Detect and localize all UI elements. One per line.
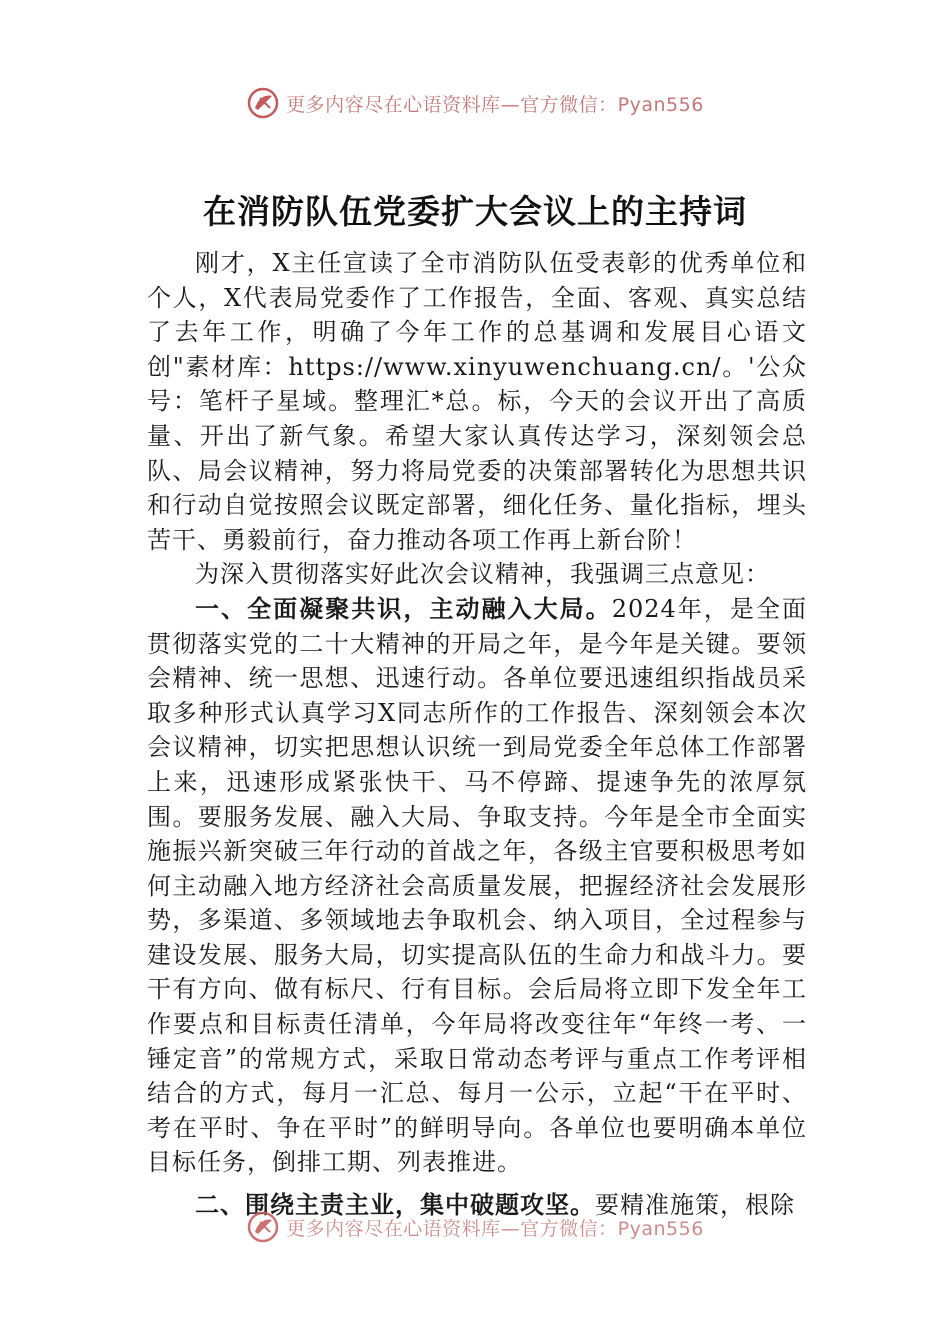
- paragraph-text: 为深入贯彻落实好此次会议精神，我强调三点意见：: [195, 560, 770, 589]
- paragraph-text: 要精准施策，根除: [595, 1191, 795, 1220]
- section-heading: 一、全面凝聚共识，主动融入大局。: [195, 594, 612, 623]
- brand-logo-icon: [246, 1210, 280, 1244]
- paragraph-text: 2024年，是全面贯彻落实党的二十大精神的开局之年，是今年是关键。要领会精神、统一思想、迅速行动。各单位要迅速组织指战员采取多种形式认真学习X同志所作的工作报告、深刻领会本次会议精神，切实把思想认识统一到局党委全年总体工作部署上来，迅速形成紧张快干、马不停蹄、提速争先的浓厚氛围。要服务发展、融入大局、争取支持。今年是全市全面实施振兴新突破三年行动的首战之年，各级主官要积极思考如何主动融入地方经济社会高质量发展，把握经济社会发展形势，多渠道、多领域地去争取机会、纳入项目，全过程参与建设发展、服务大局，切实提高队伍的生命力和战斗力。要干有方向、做有标尺、行有目标。会后局将立即下发全年工作要点和目标责任清单，今年局将改变往年“年终一考、一锤定音”的常规方式，采取日常动态考评与重点工作考评相结合的方式，每月一汇总、每月一公示，立起“干在平时、考在平时、争在平时”的鲜明导向。各单位也要明确本单位目标任务，倒排工期、列表推进。: [147, 594, 808, 1177]
- watermark-text: 更多内容尽在心语资料库—官方微信：Pyan556: [286, 93, 704, 116]
- watermark-footer: [0, 1210, 950, 1244]
- paragraph-text: 刚才，X主任宣读了全市消防队伍受表彰的优秀单位和个人，X代表局党委作了工作报告，全面、客观、真实总结了去年工作，明确了今年工作的总基调和发展目心语文创"素材库：https://www.xinyuwenchuang.cn/。'公众号：笔杆子星域。整理汇*总。标，今天的会议开出了高质量、开出了新气象。希望大家认真传达学习，深刻领会总队、局会议精神，努力将局党委的决策部署转化为思想共识和行动自觉按照会议既定部署，细化任务、量化指标，埋头苦干、勇毅前行，奋力推动各项工作再上新台阶！: [147, 249, 807, 554]
- document-body: [147, 246, 807, 1223]
- watermark-text: 更多内容尽在心语资料库—官方微信：Pyan556: [286, 1217, 704, 1240]
- paragraph: [147, 246, 807, 557]
- document-title: 在消防队伍党委扩大会议上的主持词: [203, 192, 747, 231]
- paragraph: [147, 592, 807, 1180]
- watermark-header: [0, 86, 950, 120]
- brand-logo-icon: [246, 86, 280, 120]
- section-heading: 二、围绕主责主业，集中破题攻坚。: [195, 1191, 595, 1220]
- paragraph: [147, 557, 807, 592]
